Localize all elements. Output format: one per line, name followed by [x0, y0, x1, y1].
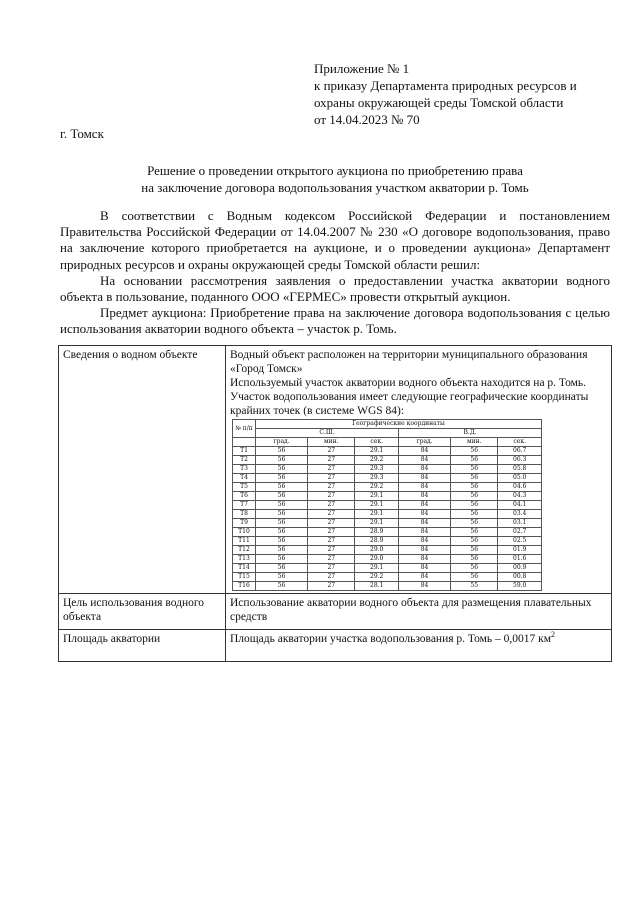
coords-value: 27 [308, 474, 355, 483]
coords-value: 29.3 [355, 465, 399, 474]
coords-value: 56 [256, 519, 308, 528]
coords-value: 27 [308, 564, 355, 573]
coords-num-header: № п/п [233, 420, 256, 438]
coords-value: 28.1 [355, 582, 399, 591]
coords-value: 29.0 [355, 546, 399, 555]
coords-value: 29.1 [355, 519, 399, 528]
coords-value: 84 [398, 456, 450, 465]
city-name: г. Томск [60, 126, 104, 141]
title-line-1: Решение о проведении открытого аукциона по приобретению права [147, 163, 523, 178]
coords-row [233, 465, 542, 474]
coords-value: 56 [451, 456, 498, 465]
coords-value: 29.3 [355, 474, 399, 483]
row-value-area [226, 630, 612, 662]
water-object-table [58, 345, 612, 662]
coords-value: 27 [308, 492, 355, 501]
coords-value: 56 [451, 519, 498, 528]
table-row-info [59, 346, 612, 594]
coords-value: 28.9 [355, 528, 399, 537]
coords-value: 27 [308, 483, 355, 492]
coords-row [233, 456, 542, 465]
coords-point-id: Т13 [233, 555, 256, 564]
coords-subheader: сек. [498, 438, 542, 447]
coords-value: 84 [398, 528, 450, 537]
area-unit-superscript: 2 [550, 630, 555, 640]
coords-row [233, 546, 542, 555]
coords-point-id: Т16 [233, 582, 256, 591]
coords-value: 00.9 [498, 564, 542, 573]
coords-subheader: сек. [355, 438, 399, 447]
coords-row [233, 510, 542, 519]
coords-value: 27 [308, 546, 355, 555]
coords-value: 56 [256, 546, 308, 555]
coords-value: 84 [398, 537, 450, 546]
coords-point-id: Т10 [233, 528, 256, 537]
coords-value: 27 [308, 528, 355, 537]
coords-value: 56 [256, 555, 308, 564]
coords-row [233, 447, 542, 456]
coords-value: 04.1 [498, 501, 542, 510]
coords-value: 84 [398, 546, 450, 555]
coords-value: 56 [256, 483, 308, 492]
coords-value: 29.0 [355, 555, 399, 564]
coords-row [233, 555, 542, 564]
coords-point-id: Т5 [233, 483, 256, 492]
coords-value: 84 [398, 555, 450, 564]
coords-row [233, 528, 542, 537]
document-body [60, 208, 610, 338]
coords-value: 56 [256, 492, 308, 501]
paragraph-3: Предмет аукциона: Приобретение права на заключение договора водопользования с целью использования акватории водного объекта – участок р. Томь. [60, 305, 610, 337]
coords-lat-header: С.Ш. [256, 429, 399, 438]
coords-point-id: Т1 [233, 447, 256, 456]
paragraph-1: В соответствии с Водным кодексом Российской Федерации и постановлением Правительства Российской Федерации от 14.04.2007 № 230 «О договоре водопользования, право на заключение которого приобретается на аукционе, и о проведении аукциона» Департамент природных ресурсов и охраны окружающей среды Томской области решил: [60, 208, 610, 272]
coords-value: 27 [308, 519, 355, 528]
document-title [60, 162, 610, 196]
coords-point-id: Т6 [233, 492, 256, 501]
coords-point-id: Т3 [233, 465, 256, 474]
coords-value: 84 [398, 519, 450, 528]
coords-lon-header: В.Д. [398, 429, 541, 438]
coords-value: 04.6 [498, 483, 542, 492]
coords-point-id: Т14 [233, 564, 256, 573]
coordinates-table [232, 419, 542, 591]
coords-value: 56 [256, 564, 308, 573]
coords-value: 84 [398, 474, 450, 483]
coords-row [233, 474, 542, 483]
coords-subheader: мин. [308, 438, 355, 447]
coords-row [233, 519, 542, 528]
coords-value: 56 [451, 492, 498, 501]
coords-value: 84 [398, 483, 450, 492]
coords-value: 56 [451, 465, 498, 474]
coords-point-id: Т2 [233, 456, 256, 465]
coords-value: 56 [256, 573, 308, 582]
appendix-line-4: от 14.04.2023 № 70 [314, 112, 420, 127]
coords-value: 56 [451, 537, 498, 546]
coords-value: 02.5 [498, 537, 542, 546]
coords-value: 56 [451, 483, 498, 492]
coords-point-id: Т12 [233, 546, 256, 555]
coords-value: 27 [308, 465, 355, 474]
coords-value: 56 [451, 546, 498, 555]
coords-value: 27 [308, 555, 355, 564]
table-row-area [59, 630, 612, 662]
coords-point-id: Т11 [233, 537, 256, 546]
paragraph-2: На основании рассмотрения заявления о предоставлении участка акватории водного объекта в пользование, поданного ООО «ГЕРМЕС» провести открытый аукцион. [60, 272, 610, 305]
coords-row [233, 492, 542, 501]
coords-value: 84 [398, 492, 450, 501]
coords-value: 56 [451, 528, 498, 537]
info-text-2: Используемый участок акватории водного объекта находится на р. Томь. [230, 377, 587, 389]
coords-value: 27 [308, 573, 355, 582]
coords-value: 01.9 [498, 546, 542, 555]
coords-value: 29.1 [355, 492, 399, 501]
info-text-1: Водный объект расположен на территории муниципального образования «Город Томск» [230, 349, 588, 375]
coords-row [233, 501, 542, 510]
coords-value: 06.7 [498, 447, 542, 456]
coords-value: 27 [308, 456, 355, 465]
area-text: Площадь акватории участка водопользования р. Томь – 0,0017 км [230, 633, 551, 645]
coords-value: 56 [256, 465, 308, 474]
coords-value: 04.3 [498, 492, 542, 501]
coords-value: 27 [308, 582, 355, 591]
appendix-line-2: к приказу Департамента природных ресурсов и [314, 78, 577, 93]
coords-value: 27 [308, 537, 355, 546]
coords-value: 56 [451, 501, 498, 510]
row-label-purpose: Цель использования водного объекта [59, 594, 226, 630]
row-value-purpose: Использование акватории водного объекта для размещения плавательных средств [226, 594, 612, 630]
coords-value: 27 [308, 510, 355, 519]
coords-geo-header: Географические координаты [256, 420, 542, 429]
coords-value: 29.1 [355, 501, 399, 510]
coords-value: 29.2 [355, 573, 399, 582]
coords-value: 84 [398, 573, 450, 582]
coords-value: 27 [308, 447, 355, 456]
coords-subheader: град. [398, 438, 450, 447]
coords-value: 05.8 [498, 465, 542, 474]
coords-value: 05.0 [498, 474, 542, 483]
coords-point-id: Т8 [233, 510, 256, 519]
coords-value: 84 [398, 582, 450, 591]
coords-subheader: мин. [451, 438, 498, 447]
coords-value: 03.4 [498, 510, 542, 519]
coords-value: 02.7 [498, 528, 542, 537]
coords-header-row [233, 420, 542, 429]
coords-value: 27 [308, 501, 355, 510]
coords-value: 56 [256, 510, 308, 519]
coords-subheader: град. [256, 438, 308, 447]
coords-value: 56 [256, 501, 308, 510]
coords-value: 28.9 [355, 537, 399, 546]
coords-value: 84 [398, 510, 450, 519]
info-text-3: Участок водопользования имеет следующие географические координаты крайних точек (в системе WGS 84): [230, 391, 589, 417]
coords-value: 56 [256, 474, 308, 483]
row-label-area: Площадь акватории [59, 630, 226, 662]
coords-value: 56 [451, 564, 498, 573]
coords-value: 01.6 [498, 555, 542, 564]
coords-value: 56 [256, 537, 308, 546]
coords-value: 84 [398, 501, 450, 510]
coords-value: 84 [398, 465, 450, 474]
coords-row [233, 483, 542, 492]
coords-value: 56 [256, 582, 308, 591]
coords-value: 29.1 [355, 447, 399, 456]
appendix-header [314, 60, 614, 128]
row-label-info: Сведения о водном объекте [59, 346, 226, 594]
coords-value: 59.0 [498, 582, 542, 591]
coords-value: 56 [451, 573, 498, 582]
coords-value: 29.2 [355, 483, 399, 492]
coords-value: 56 [451, 555, 498, 564]
coords-point-id: Т4 [233, 474, 256, 483]
coords-value: 56 [256, 528, 308, 537]
coords-point-id: Т9 [233, 519, 256, 528]
coords-value: 03.1 [498, 519, 542, 528]
coords-value: 84 [398, 564, 450, 573]
coords-value: 29.1 [355, 510, 399, 519]
coords-subheader-empty [233, 438, 256, 447]
coords-row [233, 537, 542, 546]
coords-point-id: Т7 [233, 501, 256, 510]
coords-value: 56 [451, 510, 498, 519]
appendix-line-3: охраны окружающей среды Томской области [314, 95, 564, 110]
coords-value: 29.2 [355, 456, 399, 465]
coords-value: 00.8 [498, 573, 542, 582]
row-value-info [226, 346, 612, 594]
coords-value: 56 [256, 456, 308, 465]
coords-value: 29.1 [355, 564, 399, 573]
table-row-purpose [59, 594, 612, 630]
coords-value: 56 [451, 474, 498, 483]
coords-value: 55 [451, 582, 498, 591]
coords-value: 06.3 [498, 456, 542, 465]
coords-value: 56 [451, 447, 498, 456]
appendix-line-1: Приложение № 1 [314, 61, 410, 76]
coords-value: 56 [256, 447, 308, 456]
title-line-2: на заключение договора водопользования участком акватории р. Томь [141, 180, 529, 195]
coords-row [233, 582, 542, 591]
coords-value: 84 [398, 447, 450, 456]
coords-row [233, 573, 542, 582]
coords-row [233, 564, 542, 573]
coords-header-row [233, 429, 542, 438]
coords-point-id: Т15 [233, 573, 256, 582]
coords-subheader-row [233, 438, 542, 447]
